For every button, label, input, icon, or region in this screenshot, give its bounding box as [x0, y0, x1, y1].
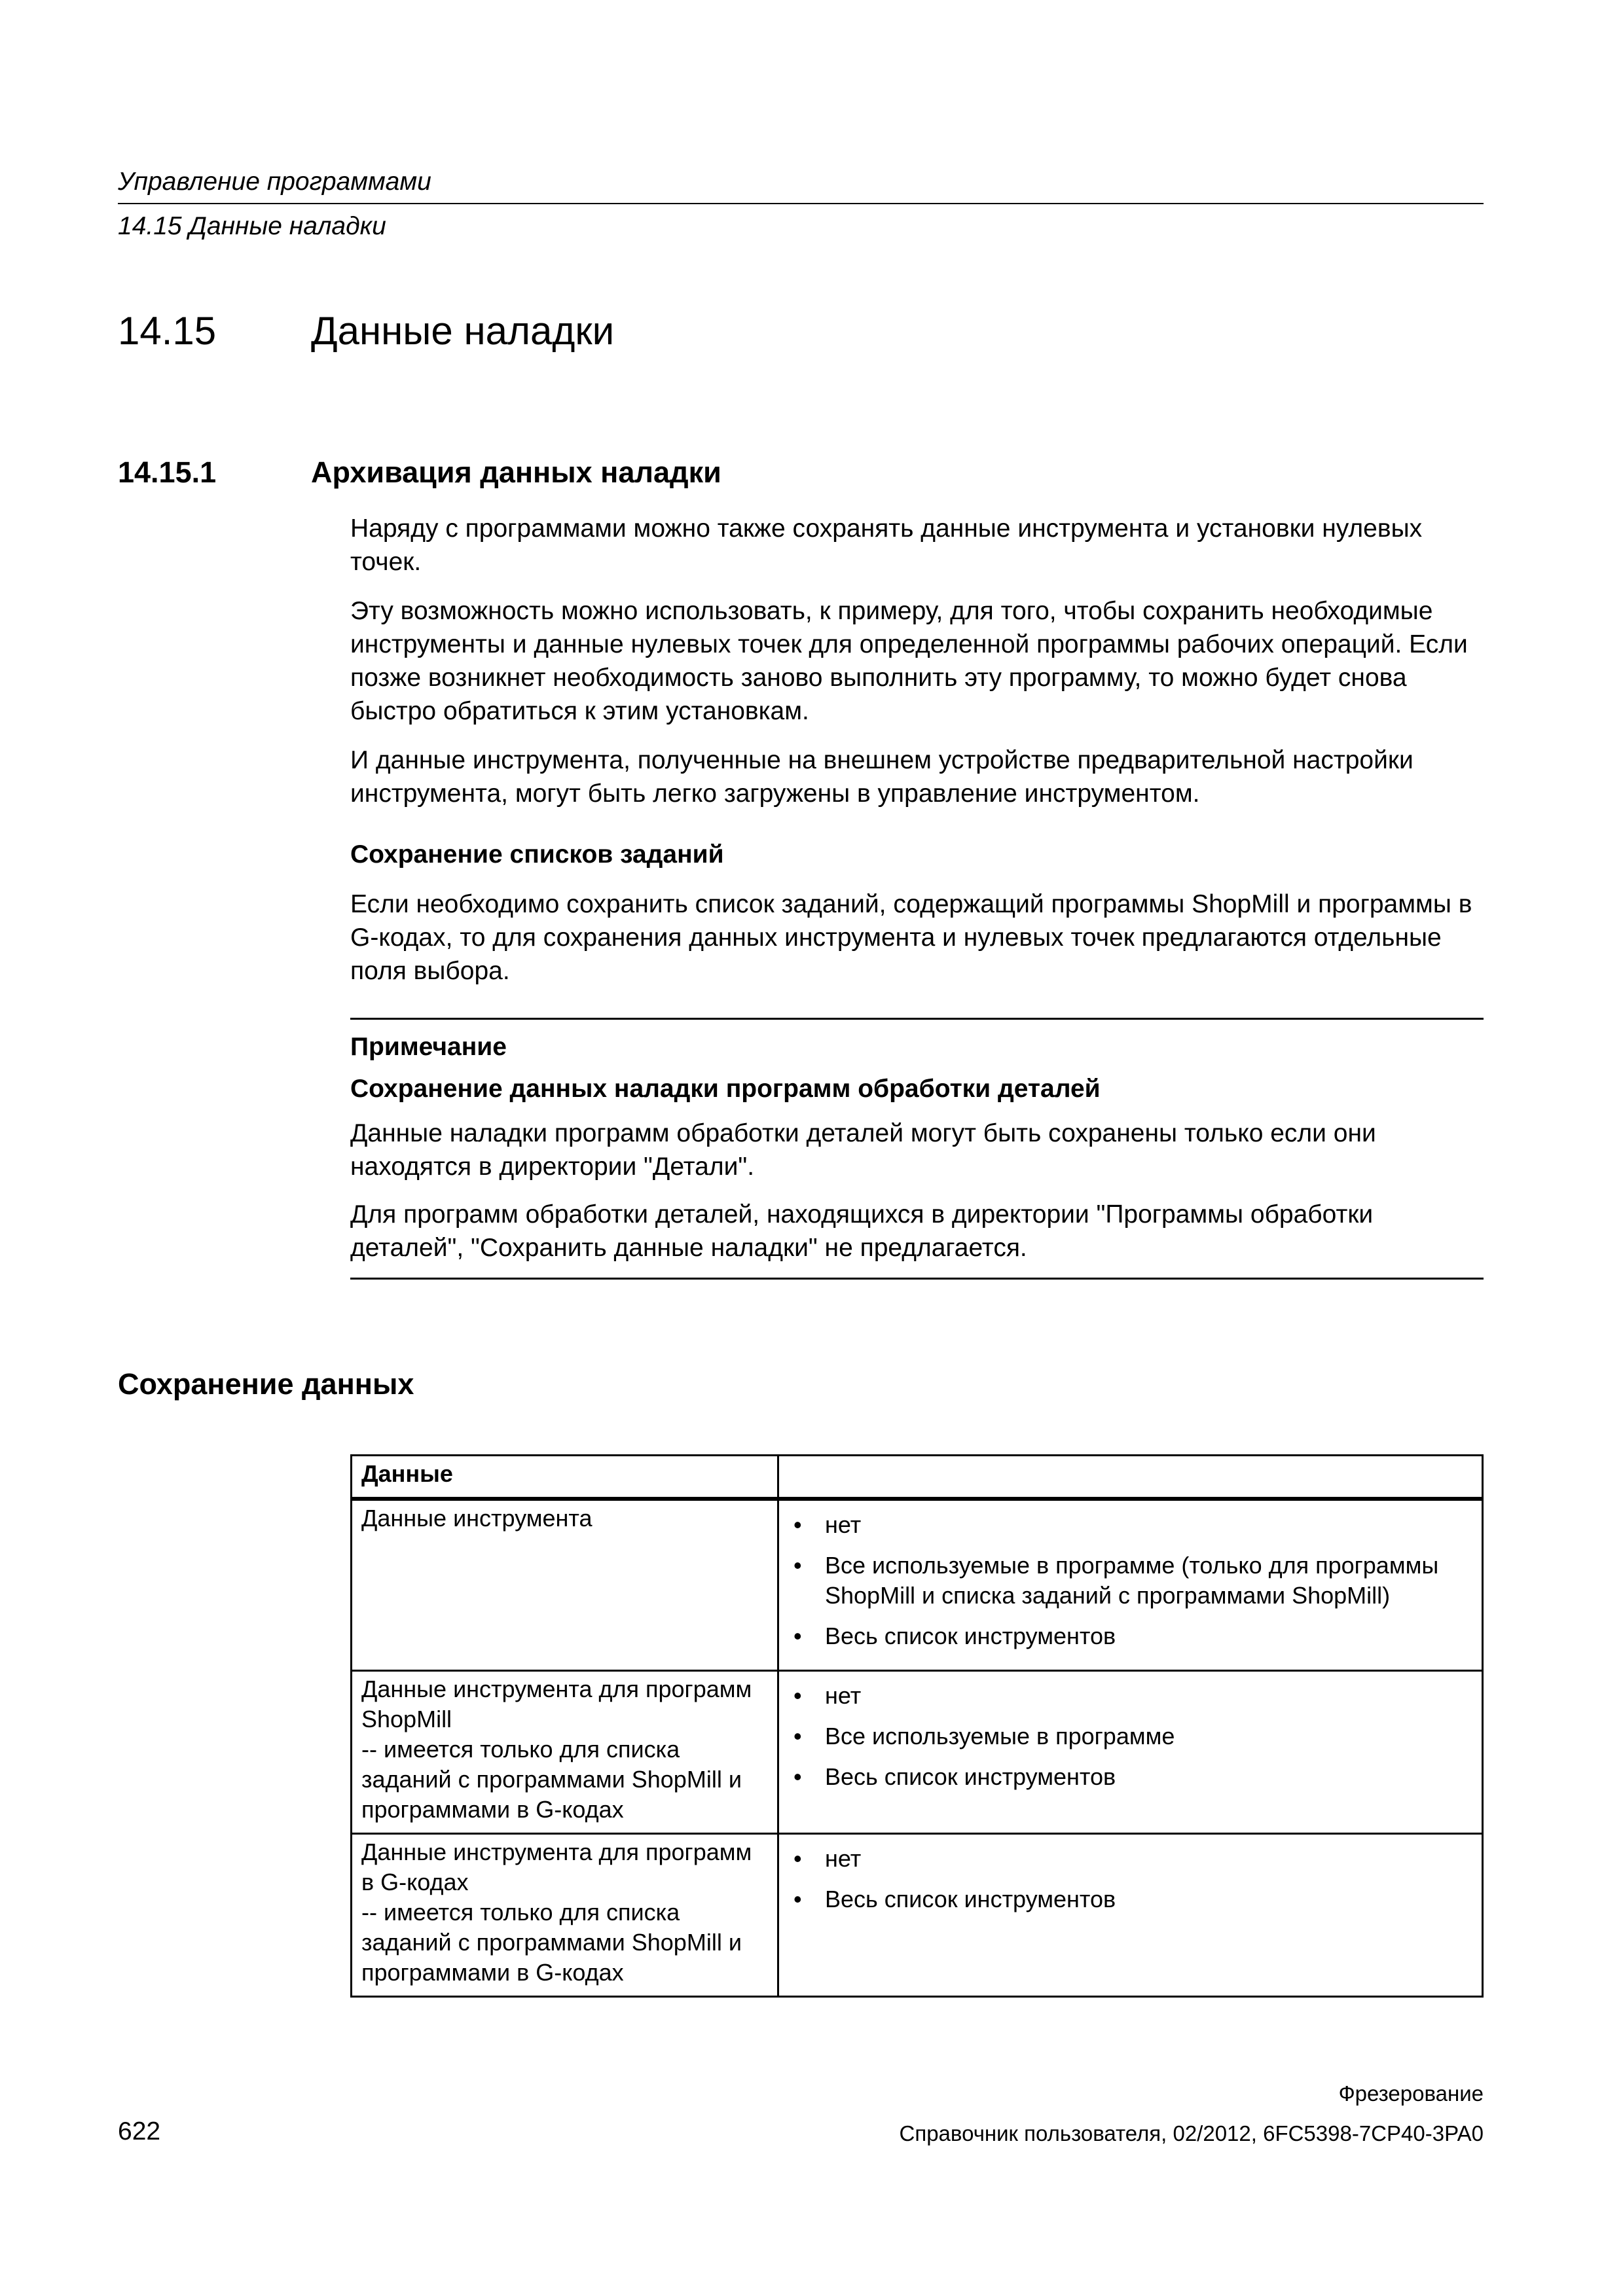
subsection-title: Архивация данных наладки — [311, 456, 721, 489]
subsection-number: 14.15.1 — [118, 456, 217, 489]
options-list — [788, 1681, 1472, 1792]
list-item: • Весь список инструментов — [788, 1884, 1472, 1914]
job-lists-text: Если необходимо сохранить список заданий, содержащий программы ShopMill и программы в G-кодах, то для сохранения данных инструмента и нулевых точек предлагаются отдельные поля выбора. — [350, 890, 1472, 985]
table-row-label — [352, 1499, 778, 1671]
note-label: Примечание — [350, 1033, 507, 1061]
table-row-options — [778, 1499, 1483, 1671]
row-label-line: -- имеется только для списка заданий с программами ShopMill и программами в G-кодах — [361, 1736, 742, 1823]
row-label-line: Данные инструмента для программ в G-кодах — [361, 1839, 752, 1895]
save-data-heading: Сохранение данных — [118, 1367, 414, 1401]
footer-manual-info: Справочник пользователя, 02/2012, 6FC5398-7CP40-3PA0 — [899, 2121, 1484, 2145]
note-title: Сохранение данных наладки программ обработки деталей — [350, 1075, 1101, 1103]
paragraph-3: И данные инструмента, полученные на внешнем устройстве предварительной настройки инструмента, могут быть легко загружены в управление инструментом. — [350, 746, 1413, 808]
options-list — [788, 1510, 1472, 1651]
note-paragraph-2: Для программ обработки деталей, находящихся в директории "Программы обработки деталей", "Сохранить данные наладки" не предлагается. — [350, 1200, 1374, 1262]
row-label-line: Данные инструмента — [361, 1505, 593, 1532]
paragraph-2: Эту возможность можно использовать, к примеру, для того, чтобы сохранить необходимые инструменты и данные нулевых точек для определенной программы рабочих операций. Если позже возникнет необходимость заново выполнить эту программу, то можно будет снова быстро обратиться к этим установкам. — [350, 597, 1468, 725]
table-header-empty — [778, 1456, 1483, 1499]
section-title: Данные наладки — [311, 309, 615, 353]
list-item: • нет — [788, 1510, 1472, 1540]
list-item: • нет — [788, 1844, 1472, 1874]
list-item: • Все используемые в программе (только для программы ShopMill и списка заданий с программами ShopMill) — [788, 1551, 1472, 1611]
note-box — [350, 1018, 1484, 1280]
running-head — [118, 164, 1484, 245]
options-list — [788, 1844, 1472, 1914]
subsection-heading — [118, 453, 721, 492]
paragraph-2-block — [350, 594, 1484, 728]
job-lists-text-block — [350, 888, 1484, 988]
table-row — [352, 1834, 1483, 1997]
list-item: • Весь список инструментов — [788, 1621, 1472, 1651]
table-row-label — [352, 1834, 778, 1997]
table-header-row — [352, 1456, 1483, 1499]
table-row-label — [352, 1671, 778, 1834]
job-lists-heading-block — [350, 838, 1484, 871]
footer-product: Фрезерование — [1338, 2081, 1484, 2106]
section-number: 14.15 — [118, 309, 217, 353]
section-heading — [118, 305, 614, 357]
job-lists-heading: Сохранение списков заданий — [350, 840, 724, 869]
save-data-table — [350, 1454, 1484, 1998]
list-item: • Весь список инструментов — [788, 1762, 1472, 1792]
note-paragraph-1: Данные наладки программ обработки деталей могут быть сохранены только если они находятся в директории "Детали". — [350, 1119, 1376, 1181]
row-label-line: -- имеется только для списка заданий с программами ShopMill и программами в G-кодах — [361, 1899, 742, 1986]
paragraph-1: Наряду с программами можно также сохранять данные инструмента и установки нулевых точек. — [350, 514, 1423, 576]
paragraph-3-block — [350, 744, 1484, 810]
table-row-options — [778, 1834, 1483, 1997]
intro-paragraphs — [350, 512, 1484, 579]
page-number: 622 — [118, 2117, 161, 2145]
list-item: • Все используемые в программе — [788, 1721, 1472, 1751]
table-row-options — [778, 1671, 1483, 1834]
table-row — [352, 1499, 1483, 1671]
running-head-rule — [118, 203, 1484, 204]
row-label-line: Данные инструмента для программ ShopMill — [361, 1676, 752, 1732]
list-item: • нет — [788, 1681, 1472, 1711]
table-header-data: Данные — [352, 1456, 778, 1499]
running-head-section: 14.15 Данные наладки — [118, 212, 386, 240]
running-head-chapter: Управление программами — [118, 168, 431, 196]
table-row — [352, 1671, 1483, 1834]
